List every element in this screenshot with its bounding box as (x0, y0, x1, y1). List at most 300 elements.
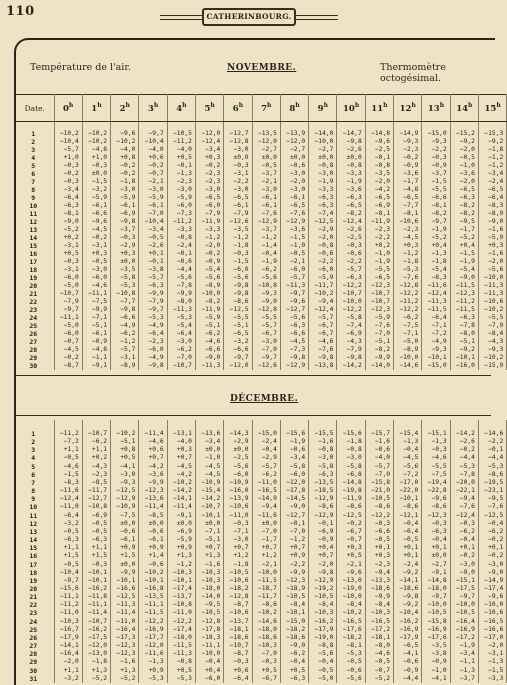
temperature-cell: −5,3 (167, 675, 195, 683)
temperature-cell: −12,3 (280, 577, 308, 585)
day-cell: 28 (16, 346, 54, 354)
temperature-cell: −1,3 (450, 667, 478, 675)
temperature-cell: −9,4 (309, 298, 337, 306)
temperature-cell: −5,8 (111, 274, 139, 282)
temperature-cell: +1,1 (82, 446, 110, 454)
temperature-cell: −5,0 (54, 282, 82, 290)
day-cell: 20 (16, 585, 54, 593)
temperature-cell: −1,8 (224, 242, 252, 250)
temperature-cell: −5,9 (195, 314, 223, 322)
day-cell: 5 (16, 463, 54, 471)
temperature-cell: −8,4 (365, 601, 393, 609)
hour-label: 11 (371, 103, 384, 114)
temperature-cell: −2,5 (224, 454, 252, 462)
temperature-cell: −1,2 (478, 162, 506, 170)
temperature-cell: −13,5 (252, 130, 280, 138)
temperature-cell: −14,0 (365, 362, 393, 370)
temperature-cell: −1,5 (224, 258, 252, 266)
temperature-cell: −7,4 (337, 322, 365, 330)
table-row (16, 306, 507, 314)
temperature-cell: −7,9 (224, 210, 252, 218)
temperature-cell: −11,1 (54, 314, 82, 322)
day-cell: 26 (16, 634, 54, 642)
temperature-cell: −5,4 (422, 266, 450, 274)
temperature-cell: −1,3 (478, 658, 506, 666)
temperature-cell: −12,8 (252, 306, 280, 314)
temperature-cell: −5,8 (280, 463, 308, 471)
day-cell: 27 (16, 642, 54, 650)
temperature-cell: −10,6 (224, 609, 252, 617)
temperature-cell: −3,6 (394, 170, 422, 178)
temperature-cell: −12,8 (195, 618, 223, 626)
temperature-cell: −5,4 (167, 322, 195, 330)
temperature-cell: −12,9 (252, 218, 280, 226)
temperature-cell: −17,2 (450, 634, 478, 642)
temperature-cell: −4,6 (309, 338, 337, 346)
temperature-cell: −0,9 (422, 162, 450, 170)
temperature-cell: −3,4 (195, 146, 223, 154)
temperature-cell: −2,0 (309, 234, 337, 242)
temperature-cell: −5,1 (450, 338, 478, 346)
temperature-cell: +0,5 (54, 250, 82, 258)
table-row (16, 194, 507, 202)
temperature-cell: −3,0 (252, 186, 280, 194)
temperature-cell: −10,1 (394, 495, 422, 503)
temperature-cell: ±0,0 (111, 520, 139, 528)
month-title-december: DÉCEMBRE. (230, 394, 299, 404)
temperature-cell: −2,3 (167, 178, 195, 186)
temperature-cell: −12,2 (394, 290, 422, 298)
temperature-cell: −4,8 (82, 146, 110, 154)
temperature-cell: −17,9 (54, 634, 82, 642)
temperature-cell: −10,1 (450, 354, 478, 362)
temperature-cell: −12,7 (280, 512, 308, 520)
temperature-cell: −6,4 (139, 330, 167, 338)
temperature-cell: −10,5 (450, 609, 478, 617)
day-cell: 19 (16, 274, 54, 282)
temperature-cell: −10,2 (139, 569, 167, 577)
temperature-cell: −13,3 (365, 577, 393, 585)
temperature-cell: −1,9 (365, 258, 393, 266)
temperature-cell: −3,3 (478, 675, 506, 683)
spacer-cell (54, 420, 82, 430)
temperature-cell: −12,5 (111, 593, 139, 601)
temperature-cell: −6,5 (224, 194, 252, 202)
temperature-cell: −1,7 (252, 536, 280, 544)
temperature-cell: −4,3 (337, 338, 365, 346)
temperature-cell: −6,5 (450, 186, 478, 194)
temperature-cell: ±0,0 (309, 154, 337, 162)
temperature-cell: +0,4 (450, 242, 478, 250)
temperature-cell: −5,3 (478, 463, 506, 471)
hour-label: 12 (399, 103, 412, 114)
temperature-cell: −3,6 (337, 186, 365, 194)
temperature-cell: −0,6 (111, 528, 139, 536)
temperature-cell: −15,5 (309, 430, 337, 438)
temperature-cell: −0,2 (337, 520, 365, 528)
temperature-cell: −7,2 (394, 471, 422, 479)
temperature-cell: −3,7 (252, 170, 280, 178)
temperature-cell: −6,7 (252, 675, 280, 683)
table-row (16, 463, 507, 471)
day-cell: 15 (16, 242, 54, 250)
temperature-cell: −10,3 (309, 609, 337, 617)
temperature-cell: −11,2 (450, 298, 478, 306)
temperature-cell: −1,2 (280, 536, 308, 544)
table-row (16, 618, 507, 626)
temperature-cell: −1,2 (252, 234, 280, 242)
temperature-cell: −6,9 (167, 528, 195, 536)
temperature-cell: −2,0 (478, 642, 506, 650)
temperature-cell: −11,0 (54, 503, 82, 511)
temperature-cell: −9,8 (394, 593, 422, 601)
table-row (16, 520, 507, 528)
temperature-cell: +0,9 (167, 544, 195, 552)
temperature-cell: −18,0 (252, 626, 280, 634)
temperature-cell: −3,1 (478, 650, 506, 658)
temperature-cell: −9,9 (365, 354, 393, 362)
temperature-cell: −7,0 (167, 354, 195, 362)
spacer-row (16, 122, 507, 131)
temperature-cell: −5,8 (337, 314, 365, 322)
temperature-cell: −9,0 (280, 503, 308, 511)
temperature-cell: −0,3 (82, 162, 110, 170)
temperature-cell: −15,8 (422, 618, 450, 626)
temperature-cell: −0,6 (337, 667, 365, 675)
temperature-cell: −16,5 (365, 618, 393, 626)
month-title-november: NOVEMBRE. (227, 63, 297, 73)
temperature-cell: −11,2 (54, 601, 82, 609)
temperature-cell: +0,9 (139, 667, 167, 675)
temperature-cell: −6,9 (365, 202, 393, 210)
temperature-cell: −10,0 (252, 569, 280, 577)
day-cell: 24 (16, 314, 54, 322)
spacer-cell (365, 420, 393, 430)
temperature-cell: −9,2 (478, 138, 506, 146)
temperature-cell: −10,7 (224, 642, 252, 650)
temperature-cell: −11,1 (139, 601, 167, 609)
temperature-cell: −8,6 (224, 298, 252, 306)
temperature-cell: −5,9 (139, 194, 167, 202)
temperature-cell: −9,4 (252, 503, 280, 511)
hour-label: 7 (261, 103, 267, 114)
temperature-cell: −0,3 (111, 234, 139, 242)
temperature-cell: −0,5 (365, 658, 393, 666)
temperature-cell: −17,9 (394, 634, 422, 642)
day-cell: 22 (16, 298, 54, 306)
temperature-cell: −18,7 (252, 585, 280, 593)
temperature-cell: −6,0 (54, 330, 82, 338)
spacer-cell (111, 420, 139, 430)
temperature-cell: −2,3 (195, 178, 223, 186)
temperature-cell: +1,5 (111, 552, 139, 560)
temperature-cell: −6,2 (195, 330, 223, 338)
temperature-cell: −7,0 (252, 346, 280, 354)
spacer-cell (167, 420, 195, 430)
day-cell: 18 (16, 266, 54, 274)
temperature-cell: +0,5 (167, 667, 195, 675)
temperature-cell: −3,0 (224, 146, 252, 154)
temperature-cell: −6,7 (309, 330, 337, 338)
temperature-cell: −11,2 (167, 138, 195, 146)
temperature-cell: −0,3 (224, 520, 252, 528)
temperature-cell: −0,5 (54, 454, 82, 462)
day-cell: 12 (16, 218, 54, 226)
temperature-cell: −6,4 (54, 194, 82, 202)
temperature-cell: −9,0 (54, 218, 82, 226)
temperature-cell: −7,1 (422, 322, 450, 330)
temperature-cell: −6,0 (167, 202, 195, 210)
table-row (16, 154, 507, 162)
spacer-cell (224, 122, 252, 131)
day-cell: 23 (16, 306, 54, 314)
temperature-cell: −5,9 (82, 194, 110, 202)
temperature-cell: −10,3 (54, 618, 82, 626)
temperature-cell: −5,7 (337, 266, 365, 274)
temperature-cell: −1,0 (422, 667, 450, 675)
temperature-cell: −1,7 (450, 226, 478, 234)
temperature-cell: −2,3 (139, 338, 167, 346)
temperature-cell: −8,7 (224, 601, 252, 609)
temperature-cell: −8,8 (309, 642, 337, 650)
temperature-cell: −2,1 (252, 178, 280, 186)
temperature-cell: −0,3 (365, 520, 393, 528)
temperature-cell: +1,1 (54, 667, 82, 675)
temperature-cell: +1,0 (54, 154, 82, 162)
hour-column-header (111, 95, 139, 122)
temperature-cell: −1,6 (111, 658, 139, 666)
temperature-cell: −10,0 (478, 601, 506, 609)
temperature-cell: −1,5 (54, 471, 82, 479)
temperature-cell: −12,4 (422, 290, 450, 298)
temperature-cell: −10,4 (54, 138, 82, 146)
temperature-cell: −7,3 (280, 346, 308, 354)
temperature-cell: −6,2 (450, 528, 478, 536)
temperature-cell: −10,2 (82, 130, 110, 138)
temperature-cell: −10,2 (111, 430, 139, 438)
hour-label: 1 (91, 103, 98, 114)
table-row (16, 170, 507, 178)
day-cell: 28 (16, 650, 54, 658)
table-row (16, 585, 507, 593)
temperature-cell: −17,5 (450, 585, 478, 593)
table-row (16, 487, 507, 495)
temperature-cell: −19,0 (337, 585, 365, 593)
hour-column-header (195, 95, 223, 122)
temperature-cell: −1,1 (82, 354, 110, 362)
temperature-cell: −17,8 (195, 626, 223, 634)
temperature-cell: −9,9 (365, 593, 393, 601)
temperature-cell: +0,6 (139, 446, 167, 454)
temperature-cell: −8,2 (450, 202, 478, 210)
temperature-cell: −8,1 (337, 642, 365, 650)
temperature-cell: −6,3 (450, 314, 478, 322)
table-row (16, 561, 507, 569)
day-cell: 30 (16, 362, 54, 370)
temperature-cell: −0,8 (337, 162, 365, 170)
temperature-cell: −18,9 (280, 585, 308, 593)
temperature-cell: −10,8 (252, 282, 280, 290)
temperature-cell: −6,3 (280, 322, 308, 330)
temperature-cell: −11,9 (337, 495, 365, 503)
temperature-cell: −10,0 (195, 290, 223, 298)
temperature-cell: −6,9 (82, 512, 110, 520)
temperature-cell: −16,6 (111, 585, 139, 593)
temperature-cell: −11,4 (139, 503, 167, 511)
temperature-cell: −22,0 (394, 487, 422, 495)
temperature-cell: −7,6 (365, 322, 393, 330)
temperature-cell: −5,5 (224, 314, 252, 322)
temperature-cell: −0,7 (365, 667, 393, 675)
temperature-cell: −14,5 (280, 495, 308, 503)
temperature-cell: −3,7 (450, 675, 478, 683)
temperature-cell: −10,7 (365, 290, 393, 298)
table-row (16, 495, 507, 503)
temperature-cell: +0,2 (365, 242, 393, 250)
temperature-cell: −9,0 (252, 298, 280, 306)
temperature-cell: −4,0 (111, 146, 139, 154)
temperature-cell: −0,5 (365, 536, 393, 544)
spacer-cell (224, 420, 252, 430)
temperature-cell: −17,7 (139, 634, 167, 642)
temperature-cell: −9,8 (309, 569, 337, 577)
temperature-cell: −1,0 (450, 162, 478, 170)
temperature-cell: −10,4 (139, 138, 167, 146)
temperature-cell: +0,5 (280, 667, 308, 675)
temperature-cell: −0,2 (478, 536, 506, 544)
temperature-cell: −3,8 (422, 650, 450, 658)
temperature-cell: −5,6 (337, 675, 365, 683)
temperature-cell: −3,0 (280, 170, 308, 178)
temperature-cell: −12,1 (394, 512, 422, 520)
temperature-cell: −0,5 (280, 250, 308, 258)
temperature-cell: −0,5 (309, 667, 337, 675)
table-row (16, 130, 507, 138)
temperature-cell: −5,1 (365, 338, 393, 346)
table-row (16, 186, 507, 194)
temperature-cell: −19,2 (309, 585, 337, 593)
spacer-cell (139, 420, 167, 430)
temperature-cell: ±0,0 (252, 154, 280, 162)
temperature-cell: −3,6 (139, 471, 167, 479)
temperature-cell: −9,7 (422, 218, 450, 226)
temperature-cell: −0,3 (422, 520, 450, 528)
temperature-cell: −0,8 (309, 242, 337, 250)
temperature-cell: −3,0 (167, 338, 195, 346)
temperature-cell: ±0,0 (337, 154, 365, 162)
day-cell: 15 (16, 544, 54, 552)
temperature-cell: −2,2 (422, 146, 450, 154)
temperature-cell: −16,9 (139, 626, 167, 634)
hour-suffix: h (182, 102, 187, 110)
temperature-cell: −9,3 (422, 138, 450, 146)
header-row (16, 95, 507, 122)
temperature-cell: −14,6 (478, 430, 506, 438)
table-row (16, 338, 507, 346)
temperature-cell: −5,5 (252, 314, 280, 322)
temperature-cell: −10,0 (422, 601, 450, 609)
temperature-cell: −0,8 (167, 234, 195, 242)
temperature-cell: −15,0 (280, 618, 308, 626)
temperature-cell: −16,5 (252, 487, 280, 495)
temperature-cell: −6,8 (337, 471, 365, 479)
temperature-cell: −6,3 (309, 471, 337, 479)
temperature-cell: +0,6 (224, 667, 252, 675)
temperature-cell: −2,3 (365, 561, 393, 569)
temperature-cell: −10,1 (111, 577, 139, 585)
temperature-cell: −4,1 (111, 463, 139, 471)
temperature-cell: −2,7 (422, 561, 450, 569)
temperature-cell: −3,5 (224, 226, 252, 234)
temperature-cell: −2,7 (280, 146, 308, 154)
temperature-cell: −2,1 (280, 258, 308, 266)
temperature-cell: −17,9 (309, 626, 337, 634)
temperature-cell: −6,0 (280, 266, 308, 274)
november-table (16, 94, 507, 370)
temperature-cell: +1,3 (195, 552, 223, 560)
table-row (16, 210, 507, 218)
temperature-cell: −3,0 (252, 338, 280, 346)
temperature-cell: −5,9 (478, 234, 506, 242)
temperature-cell: −0,2 (478, 552, 506, 560)
temperature-cell: −12,0 (280, 479, 308, 487)
temperature-cell: −4,4 (394, 675, 422, 683)
temperature-cell: +0,3 (195, 154, 223, 162)
temperature-cell: −11,4 (139, 430, 167, 438)
temperature-cell: −10,5 (195, 609, 223, 617)
temperature-cell: −1,5 (450, 250, 478, 258)
temperature-cell: −7,6 (394, 274, 422, 282)
temperature-cell: −10,3 (167, 569, 195, 577)
temperature-cell: −4,0 (167, 438, 195, 446)
temperature-cell: −14,2 (167, 487, 195, 495)
temperature-cell: −7,6 (450, 503, 478, 511)
temperature-cell: −3,0 (337, 454, 365, 462)
temperature-cell: −6,0 (224, 471, 252, 479)
temperature-cell: −7,3 (167, 210, 195, 218)
temperature-cell: −9,4 (450, 495, 478, 503)
temperature-cell: ±0,0 (195, 446, 223, 454)
temperature-cell: −13,0 (82, 650, 110, 658)
temperature-cell: −14,8 (365, 130, 393, 138)
temperature-cell: −0,4 (195, 658, 223, 666)
day-cell: 16 (16, 250, 54, 258)
temperature-cell: −9,7 (224, 354, 252, 362)
temperature-cell: −0,3 (337, 242, 365, 250)
temperature-cell: −16,5 (478, 618, 506, 626)
temperature-cell: −12,3 (111, 642, 139, 650)
day-cell: 21 (16, 593, 54, 601)
day-cell: 11 (16, 210, 54, 218)
temperature-cell: −9,0 (450, 274, 478, 282)
temperature-cell: −12,3 (422, 512, 450, 520)
temperature-cell: −2,1 (337, 561, 365, 569)
temperature-cell: +0,5 (111, 454, 139, 462)
temperature-cell: −5,3 (111, 282, 139, 290)
temperature-cell: −19,8 (337, 487, 365, 495)
temperature-cell: −12,4 (54, 495, 82, 503)
temperature-cell: −5,7 (280, 274, 308, 282)
temperature-cell: −9,8 (280, 354, 308, 362)
temperature-cell: −18,6 (252, 634, 280, 642)
temperature-cell: −12,0 (252, 138, 280, 146)
temperature-cell: −11,6 (422, 282, 450, 290)
temperature-cell: −0,4 (422, 536, 450, 544)
temperature-cell: −9,0 (280, 642, 308, 650)
temperature-cell: −6,9 (337, 330, 365, 338)
temperature-cell: −17,8 (280, 487, 308, 495)
temperature-cell: +0,7 (224, 544, 252, 552)
